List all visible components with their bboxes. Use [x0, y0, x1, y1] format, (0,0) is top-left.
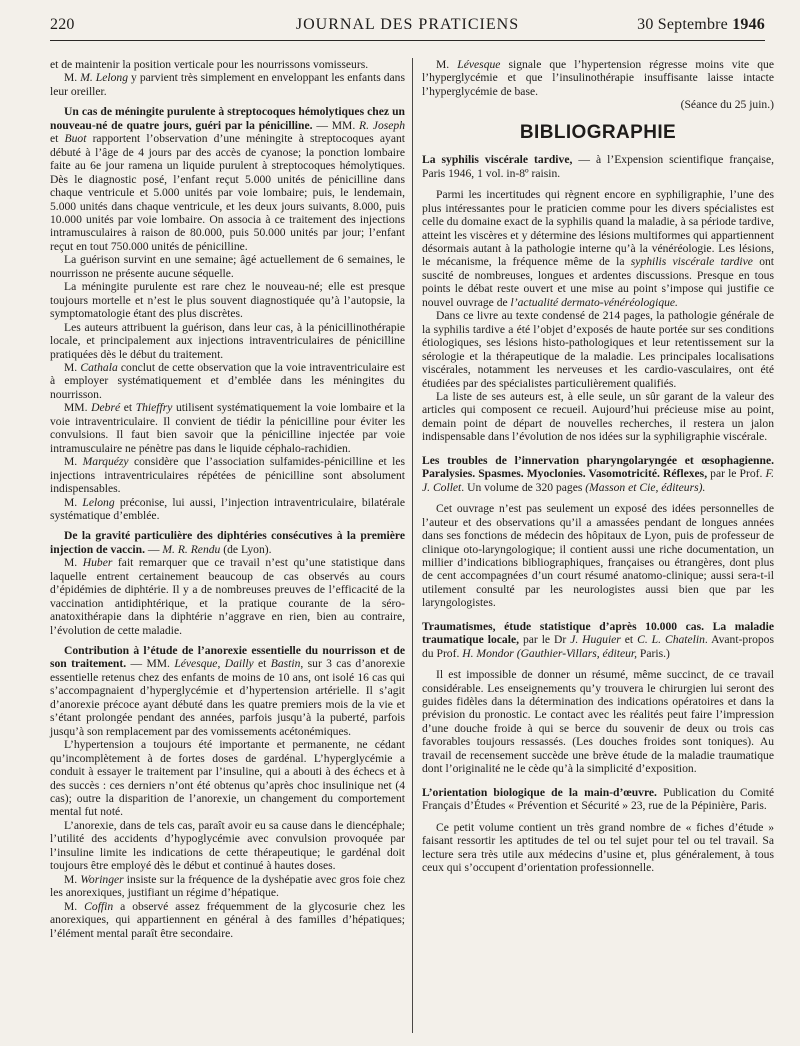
book-title: Les troubles de l’innervation pharyngolaryngée et œsophagienne. Paralysies. Spasmes. Myoclonies. Vasomotricité. Réflexes,	[422, 453, 774, 481]
paragraph: L’anorexie, dans de tels cas, paraît avoir eu sa cause dans le diencéphale; l’utilité des accidents d’hypoglycémie avec convulsion provoquée par l’insuline limite les indications de cette thérapeutique; le gardénal doit toujours être employé dès le début et continué à hautes doses.	[50, 818, 405, 873]
bibliography-heading: BIBLIOGRAPHIE	[519, 121, 677, 143]
paragraph: M. Lévesque signale que l’hypertension régresse moins vite que l’hyperglycémie et que l’insulinothérapie insuffisante laisse intacte l’hyperglycémie de base.	[422, 58, 774, 98]
paragraph: M. Lelong préconise, lui aussi, l’injection intraventriculaire, bilatérale systématique d’emblée.	[50, 495, 405, 522]
issue-date	[637, 16, 765, 34]
paragraph: M. Huber fait remarquer que ce travail n’est qu’une statistique dans laquelle entrent certainement beaucoup de cas observés au cours d’épidémies de diphtérie. Il y a de nombreuses preuves de l’efficacité de la vaccination antidiphtérique, et la pratique courante de la séro-anatoxithérapie dans la diphtérie n’aggrave en rien, bien au contraire, l’évolution de cette maladie.	[50, 556, 406, 637]
article-title: De la gravité particulière des diphtéries consécutives à la première injection de vaccin.	[50, 529, 405, 556]
article-anorexie	[50, 644, 405, 940]
paragraph: Dans ce livre au texte condensé de 214 pages, la pathologie générale de la syphilis tardive a été l’objet d’exposés de haute portée sur ses conditions étiologiques, ses lésions histo-pathologiques et leur retentissement sur la sérologie et la thérapeutique de la maladie. Les principales localisations viscérales, notamment les nerveuses et les cardio-vasculaires, ont été étudiées par des spécialistes particulièrement qualifiés.	[422, 309, 774, 390]
issue-date-day-month: 30 Septembre	[637, 16, 733, 33]
paragraph: Ce petit volume contient un très grand nombre de « fiches d’étude » faisant ressortir les aptitudes de tel ou tel sujet pour tel ou tel travail. Sa lecture sera très utile aux médecins d’usine et, plus généralement, à tous ceux qui s’occupent d’orientation professionnelle.	[422, 820, 774, 875]
paragraph: Les auteurs attribuent la guérison, dans leur cas, à la pénicillinothérapie locale, et principalement aux injections intraventriculaires de pénicilline pratiquées dès le début du traitement.	[50, 320, 405, 361]
article-title: Contribution à l’étude de l’anorexie essentielle du nourrisson et de son traitement.	[50, 644, 405, 671]
book-title: L’orientation biologique de la main-d’œuvre.	[422, 785, 657, 799]
header-rule	[50, 40, 765, 41]
paragraph: M. Woringer insiste sur la fréquence de la dyshépatie avec gros foie chez les anorexiques, justifiant un régime d’hépatique.	[50, 872, 406, 900]
column-divider	[412, 58, 413, 1033]
page-header	[50, 14, 765, 40]
article-heading: Contribution à l’étude de l’anorexie essentielle du nourrisson et de son traitement. — MM. Lévesque, Dailly et Bastin, sur 3 cas d’anorexie essentielle retenus chez des enfants de moins de 10 ans, ont isolé 16 cas qui s’accompagnaient d’hyperglycémie et d’hypertension artérielle. Il s’agit d’anorexie précoce ayant débuté dans les quatre premiers mois de la vie et s’étant prolongée pendant des années, parfois jusqu’à la puberté, parfois jusqu’à son remplacement par des vomissements acétonémiques.	[50, 644, 406, 738]
book-heading: La syphilis viscérale tardive, — à l’Expension scientifique française, Paris 1946, 1 vol. in-8º raisin.	[422, 153, 774, 180]
right-column	[422, 58, 774, 874]
book-heading: L’orientation biologique de la main-d’œuvre. Publication du Comité Français d’Études « Prévention et Sécurité » 23, rue de la Pépinière, Paris.	[422, 785, 774, 813]
paragraph: M. Marquézy considère que l’association sulfamides-pénicilline et les injections intraventriculaires répétées de pénicilline sont absolument indispensables.	[50, 455, 406, 496]
book-title: La syphilis viscérale tardive,	[422, 153, 573, 167]
journal-title: JOURNAL DES PRATICIENS	[295, 16, 520, 33]
book-review-traumatismes	[422, 620, 774, 776]
book-title: Traumatismes, étude statistique d’après 10.000 cas. La maladie traumatique locale,	[422, 619, 774, 647]
book-review-syphilis	[422, 153, 774, 444]
paragraph: et de maintenir la position verticale pour les nourrissons vomisseurs.	[50, 58, 369, 71]
book-review-innervation	[422, 454, 774, 610]
book-review-orientation	[422, 786, 774, 875]
paragraph: L’hypertension a toujours été importante et permanente, ne cédant qu’incomplètement à de fortes doses de gardénal. L’hyperglycémie a conduit à essayer le traitement par l’insuline, qui a abouti à des échecs et à des succès : ces derniers n’ont été obtenus qu’après choc insulinique net (4 cas); outre la disparition de l’anorexie, un changement du comportement mental fut noté.	[50, 738, 405, 819]
book-heading: Les troubles de l’innervation pharyngolaryngée et œsophagienne. Paralysies. Spasmes. Myoclonies. Vasomotricité. Réflexes, par le Prof. F. J. Collet. Un volume de 320 pages (Masson et Cie, éditeurs).	[422, 453, 774, 494]
paragraph: MM. Debré et Thieffry utilisent systématiquement la voie lombaire et la voie intraventriculaire. Il convient de tiédir la pénicilline pour éviter les convulsions. Il faut bien savoir que la pénicilline injectée par voie intramusculaire ne pénètre pas dans le liquide céphalo-rachidien.	[50, 401, 405, 455]
paragraph: Il est impossible de donner un résumé, même succinct, de ce travail considérable. Les enseignements qu’y trouvera le chirurgien lui seront des guides fidèles dans la détermination des indications opératoires et dans la prévision du pronostic. Le contact avec les réalités peut faire l’impression d’une douche froide à qui se berce du souvenir de deux ou trois cas favorables toujours ressassés. (Les douches froides sont toniques). Au travail de recensement succède une brève étude de la maladie traumatique dont l’originalité ne le cède qu’à la simplicité d’exposition.	[422, 668, 774, 776]
article-heading: Un cas de méningite purulente à streptocoques hémolytiques chez un nouveau-né de quatre jours, guéri par la pénicilline. — MM. R. Joseph et Buot rapportent l’observation d’une méningite à streptocoques ayant débuté à l’âge de 4 jours par des accès de cyanose; la ponction lombaire faite au 6e jour ramena un liquide purulent à streptocoques hémolytiques. Dès le diagnostic posé, l’enfant reçut 5.000 unités de pénicilline dans chaque ventricule et 5.000 unités par voie lombaire; puis, le lendemain, 5.000 unités dans chaque ventricule, et les deux jours suivants, 8.000, puis 10.000 unités par voie lombaire. On associa à ce traitement des injections intramusculaires à raison de 80.000, puis 50.000 unités par jour; l’enfant reçut en tout 750.000 unités de pénicilline.	[50, 105, 405, 253]
issue-date-year: 1946	[732, 16, 765, 33]
article-title: Un cas de méningite purulente à streptocoques hémolytiques chez un nouveau-né de quatre jours, guéri par la pénicilline.	[50, 105, 405, 132]
page-number: 220	[50, 16, 75, 33]
article-meningite	[50, 105, 405, 522]
paragraph: La méningite purulente est rare chez le nouveau-né; elle est presque toujours mortelle et n’est le plus souvent diagnostiquée qu’à l’autopsie, la symptomatologie étant des plus discrètes.	[50, 280, 405, 321]
article-diphteries	[50, 529, 405, 637]
seance-date: (Séance du 25 juin.)	[680, 98, 774, 112]
paragraph: Cet ouvrage n’est pas seulement un exposé des idées personnelles de l’auteur et des observations qu’il a amassées pendant de longues années dans ses fonctions de médecin des hôpitaux de Lyon, puis de professeur de clinique oto-laryngologique; il contient aussi une riche documentation, un millier d’indications bibliographiques, françaises ou étrangères, dont plus de cent accompagnées d’un court résumé anatomo-clinique; aussi sera-t-il utilement consulté par les neurologistes aussi bien que par les laryngologistes.	[422, 502, 774, 610]
paragraph: La guérison survint en une semaine; âgé actuellement de 6 semaines, le nourrisson ne présente aucune séquelle.	[50, 253, 405, 280]
paragraph: La liste de ses auteurs est, à elle seule, un sûr garant de la valeur des articles qui composent ce recueil. Aujourd’hui précieuse mise au point, demain point de départ de nouvelles recherches, il restera un jalon indispensable dans l’évolution de nos idées sur la syphiligraphie viscérale.	[422, 389, 774, 444]
paragraph: M. Cathala conclut de cette observation que la voie intraventriculaire est à employer systématiquement et d’emblée dans les méningites du nourrisson.	[50, 360, 405, 401]
paragraph: M. M. Lelong y parvient très simplement en enveloppant les enfants dans leur oreiller.	[50, 71, 405, 98]
paragraph: M. Coffin a observé assez fréquemment de la glycosurie chez les anorexiques, qui appartiennent en général à des familles d’hépatiques; l’élément mental paraît être secondaire.	[50, 899, 405, 940]
paragraph: Parmi les incertitudes qui règnent encore en syphiligraphie, l’une des plus intéressantes pour le praticien comme pour les divers spécialistes est celle du domaine exact de la syphilis quand la maladie, à sa période tardive, atteint les viscères et y détermine des lésions multiformes qui appartiennent désormais autant à la pathologie interne qu’à la vénéréologie. Les lésions, le mécanisme, la fréquence même de la syphilis viscérale tardive ont suscité de nombreuses, longues et ardentes discussions. Presque en tous points le débat reste ouvert et une mise au point s’impose qui justifie ce nouvel ouvrage de l’actualité dermato-vénéréologique.	[422, 188, 775, 309]
article-heading: De la gravité particulière des diphtéries consécutives à la première injection de vaccin. — M. R. Rendu (de Lyon).	[50, 529, 405, 556]
left-column	[50, 58, 405, 940]
book-heading: Traumatismes, étude statistique d’après 10.000 cas. La maladie traumatique locale, par le Dr J. Huguier et C. L. Chatelin. Avant-propos du Prof. H. Mondor (Gauthier-Villars, éditeur, Paris.)	[422, 619, 774, 660]
